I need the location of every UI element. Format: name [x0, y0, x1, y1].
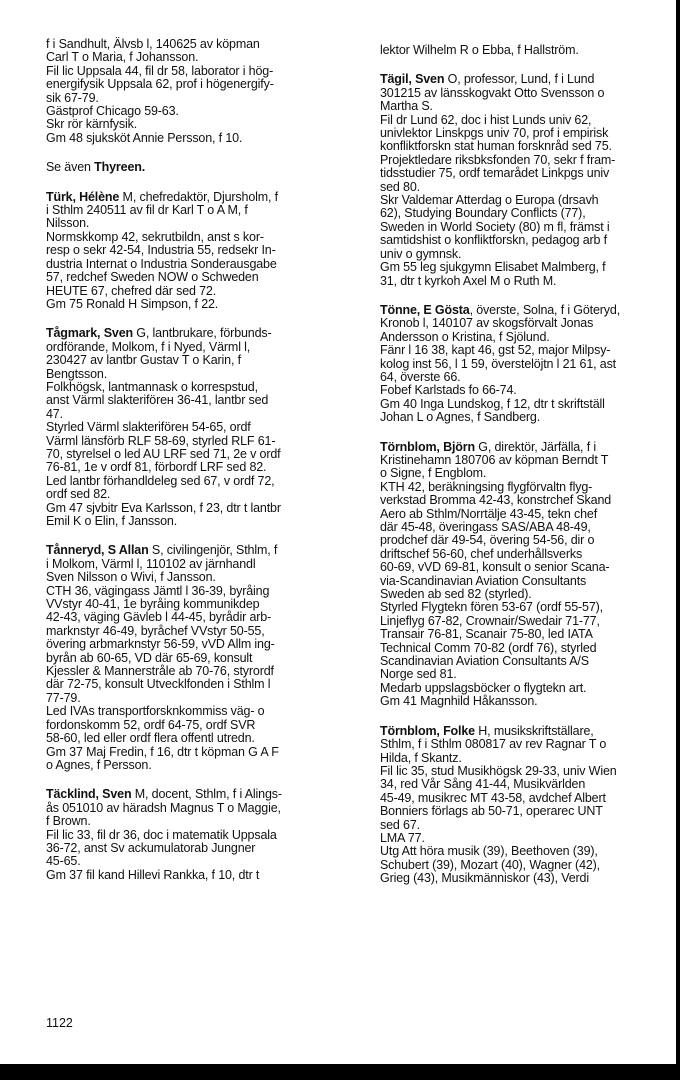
entry-line — [380, 752, 668, 765]
entry-name: Tägil, Sven — [380, 72, 445, 87]
entry-text: i Molkom, Värml l, 110102 av järnhandl — [46, 556, 256, 571]
entry-text: där 72-75, konsult Utvecklfonden i Sthlm l — [46, 677, 271, 692]
entry-text: Värml länsförb RLF 58-69, styrled RLF 61- — [46, 433, 276, 448]
entry-line — [46, 161, 358, 174]
entry-line — [380, 384, 668, 397]
entry-line — [46, 435, 358, 448]
entry-line — [46, 488, 358, 501]
entry-line — [380, 481, 668, 494]
entry-line — [46, 381, 358, 394]
entry-line — [380, 682, 668, 695]
entry-line — [46, 802, 358, 815]
entry-text: G, direktör, Järfälla, f i — [474, 439, 596, 454]
entry-text: f Brown. — [46, 814, 91, 829]
entry-name-given: S Allan — [104, 543, 149, 558]
entry-text: G, lantbrukare, förbunds- — [132, 326, 272, 341]
entry-text: Projektledare riksbksfonden 70, sekr f fram- — [380, 152, 616, 167]
entry-line — [380, 792, 668, 805]
entry-text: univlektor Linskpgs univ 70, prof i empirisk — [380, 126, 609, 141]
entry-line — [380, 140, 668, 153]
entry-line — [46, 585, 358, 598]
entry-line — [46, 448, 358, 461]
entry-text: O, professor, Lund, f i Lund — [444, 72, 595, 87]
entry-text: Scandinavian Aviation Consultants A/S — [380, 654, 589, 669]
entry-line — [46, 65, 358, 78]
entry-line — [46, 298, 358, 311]
entry-text: Styrled Flygtekn fören 53-67 (ordf 55-57), — [380, 600, 603, 615]
entry-line — [380, 181, 668, 194]
entry-line — [46, 92, 358, 105]
entry-text: Kristinehamn 180706 av köpman Berndt T — [380, 452, 609, 467]
entry-text: fordonskomm 52, ordf 64-75, ordf SVR — [46, 717, 256, 732]
entry-line — [380, 221, 668, 234]
entry-text: verkstad Bromma 42-43, konstrchef Skand — [380, 493, 612, 508]
entry-line — [46, 759, 358, 772]
entry-line — [380, 371, 668, 384]
entry-name: Tånneryd, — [46, 543, 105, 558]
entry-text: Carl T o Maria, f Johansson. — [46, 50, 199, 65]
entry-line — [46, 842, 358, 855]
entry-text: Medarb uppslagsböcker o flygtekn art. — [380, 680, 587, 695]
entry-text: VVstyr 40-41, 1e byråing kommunikdep — [46, 597, 260, 612]
entry-text: M, chefredaktör, Djursholm, f — [119, 189, 278, 204]
biography-entry — [46, 38, 358, 145]
entry-text: Gm 37 Maj Fredin, f 16, dtr t köpman G A F — [46, 744, 279, 759]
entry-text: Kjessler & Mannerstråle ab 70-76, styrordf — [46, 664, 274, 679]
right-column — [380, 44, 668, 902]
entry-text: 301215 av länsskogvakt Otto Svensson o — [380, 85, 605, 100]
biography-entry — [380, 725, 668, 886]
entry-text: Styrled Värml slakteriföreн 54-65, ordf — [46, 420, 251, 435]
entry-line — [380, 548, 668, 561]
entry-text: 76-81, 1e v ordf 81, förbordf LRF sed 82. — [46, 460, 267, 475]
entry-name: Türk, Hélène — [46, 189, 120, 204]
entry-text: Skr rör kärnfysik. — [46, 117, 138, 132]
entry-line — [46, 515, 358, 528]
entry-line — [46, 78, 358, 91]
biography-entry — [46, 788, 358, 882]
entry-text: där 45-48, överingass SAS/ABA 48-49, — [380, 520, 591, 534]
entry-line — [380, 207, 668, 220]
entry-name: Tönne, — [380, 302, 421, 317]
entry-line — [46, 665, 358, 678]
entry-line — [380, 872, 668, 885]
biography-entry — [46, 191, 358, 312]
entry-text: konfliktforskn stat human forsknråd sed 75. — [380, 139, 612, 154]
entry-text: Fobef Karlstads fo 66-74. — [380, 383, 517, 398]
entry-line — [380, 411, 668, 424]
entry-line — [380, 304, 668, 317]
entry-text: 34, red Vår Sång 41-44, Musikvärlden — [380, 777, 586, 792]
entry-text: o Agnes, f Persson. — [46, 757, 152, 772]
entry-text: Schubert (39), Mozart (40), Wagner (42), — [380, 857, 601, 872]
entry-line — [46, 625, 358, 638]
entry-text: 47. — [46, 406, 63, 421]
entry-line — [46, 244, 358, 257]
entry-text: anst Värml slakteriföreн 36-41, lantbr sed — [46, 393, 269, 408]
entry-text: , överste, Solna, f i Göteryd, — [469, 302, 621, 317]
entry-text: 45-65. — [46, 854, 81, 869]
entry-line — [46, 611, 358, 624]
entry-line — [380, 668, 668, 681]
entry-line — [46, 678, 358, 691]
biography-entry — [46, 327, 358, 528]
entry-text: 64, överste 66. — [380, 369, 461, 384]
entry-text: 70, styrelsel o led AU LRF sed 71, 2e v ordf — [46, 446, 281, 461]
entry-text: Gm 37 fil kand Hillevi Rankka, f 10, dtr t — [46, 867, 260, 882]
entry-text: Bengtsson. — [46, 366, 108, 381]
entry-text: samtidshist o konfliktforskn, pedagog arb f — [380, 233, 608, 248]
entry-line — [46, 692, 358, 705]
entry-text: övering arbmarknstyr 56-59, vVD Allm ing- — [46, 637, 275, 652]
entry-name: Törnblom, Folke — [380, 723, 475, 738]
entry-line — [46, 746, 358, 759]
entry-text: sik 67-79. — [46, 90, 99, 105]
entry-line — [46, 732, 358, 745]
entry-line — [380, 494, 668, 507]
entry-text: Sthlm, f i Sthlm 080817 av rev Ragnar T o — [380, 737, 607, 752]
entry-text: Gm 55 leg sjukgymn Elisabet Malmberg, f — [380, 260, 606, 275]
entry-text: prodchef där 49-54, övering 54-56, dir o — [380, 533, 595, 548]
entry-line — [380, 441, 668, 454]
entry-line — [46, 638, 358, 651]
entry-text: byrån ab 60-65, VD där 65-69, konsult — [46, 650, 253, 665]
entry-text: ås 051010 av häradsh Magnus T o Maggie, — [46, 800, 281, 815]
entry-text: Led lantbr förhandldeleg sed 67, v ordf 72, — [46, 473, 275, 488]
entry-text: Grieg (43), Musikmänniskor (43), Verdi — [380, 871, 589, 886]
entry-line — [46, 544, 358, 557]
scan-border-bottom — [0, 1064, 680, 1080]
entry-line — [380, 87, 668, 100]
entry-line — [380, 275, 668, 288]
entry-text: Normskkomp 42, sekrutbildn, anst s kor- — [46, 229, 264, 244]
entry-text: M, docent, Sthlm, f i Alings- — [131, 787, 282, 802]
entry-text: LMA 77. — [380, 830, 425, 845]
entry-text: Utg Att höra musik (39), Beethoven (39), — [380, 844, 598, 859]
entry-text: resp o sekr 42-54, Industria 55, redsekr In- — [46, 243, 276, 258]
entry-name: Tågmark, Sven — [46, 326, 133, 341]
entry-line — [380, 561, 668, 574]
scan-border-right — [676, 0, 680, 1080]
entry-text: Gm 40 Inga Lundskog, f 12, dtr t skriftställ — [380, 396, 605, 411]
entry-text: Fänr l 16 38, kapt 46, gst 52, major Milpsy- — [380, 343, 611, 358]
entry-line — [46, 829, 358, 842]
entry-line — [380, 167, 668, 180]
entry-text: sed 80. — [380, 179, 420, 194]
entry-text: Fil lic Uppsala 44, fil dr 58, laborator i hög- — [46, 63, 274, 78]
biography-entry — [380, 44, 668, 57]
entry-text: marknstyr 46-49, byråchef VVstyr 50-55, — [46, 623, 265, 638]
entry-line — [380, 317, 668, 330]
entry-line — [46, 341, 358, 354]
entry-line — [380, 805, 668, 818]
entry-line — [46, 408, 358, 421]
entry-line — [46, 475, 358, 488]
entry-text: 42-43, väging Gävleb l 44-45, byrådir arb- — [46, 610, 272, 625]
entry-line — [46, 105, 358, 118]
entry-text: sed 67. — [380, 817, 420, 832]
entry-line — [380, 234, 668, 247]
entry-line — [46, 815, 358, 828]
entry-line — [380, 44, 668, 57]
entry-line — [46, 51, 358, 64]
entry-text: Norge sed 81. — [380, 667, 457, 682]
entry-text: KTH 42, beräkningsing flygförvaltn flyg- — [380, 479, 593, 494]
entry-text: CTH 36, vägingass Jämtl l 36-39, byråing — [46, 583, 270, 598]
entry-text: Sweden ab sed 82 (styrled). — [380, 587, 532, 602]
entry-line — [46, 231, 358, 244]
entry-name-given: E Gösta — [420, 302, 470, 317]
entry-line — [46, 788, 358, 801]
entry-line — [46, 502, 358, 515]
entry-line — [380, 765, 668, 778]
entry-text: Gm 48 sjuksköt Annie Persson, f 10. — [46, 130, 243, 145]
entry-line — [46, 354, 358, 367]
entry-text: Martha S. — [380, 99, 433, 114]
entry-text: dustria Internat o Industria Sonderausgabe — [46, 256, 277, 271]
entry-text: Se även — [46, 160, 91, 175]
entry-text: 58-60, led eller ordf flera offentl utredn. — [46, 731, 255, 746]
entry-line — [380, 73, 668, 86]
entry-line — [380, 331, 668, 344]
entry-text: 60-69, vVD 69-81, konsult o senior Scana- — [380, 560, 610, 575]
entry-line — [46, 461, 358, 474]
biography-entry — [380, 441, 668, 709]
entry-line — [380, 467, 668, 480]
entry-text: Transair 76-81, Scanair 75-80, led IATA — [380, 627, 593, 642]
entry-text: 57, redchef Sweden NOW o Schweden — [46, 270, 259, 285]
biography-entry — [46, 161, 358, 174]
entry-line — [380, 508, 668, 521]
entry-line — [46, 217, 358, 230]
entry-line — [380, 248, 668, 261]
entry-line — [380, 655, 668, 668]
entry-text: 62), Studying Boundary Conflicts (77), — [380, 206, 586, 221]
entry-text: Gästprof Chicago 59-63. — [46, 104, 179, 119]
entry-line — [380, 194, 668, 207]
entry-line — [46, 38, 358, 51]
entry-line — [46, 652, 358, 665]
page-number: 1122 — [46, 1016, 73, 1030]
entry-line — [380, 261, 668, 274]
entry-line — [46, 285, 358, 298]
entry-text: 45-49, musikrec MT 43-58, avdchef Albert — [380, 790, 606, 805]
entry-line — [380, 534, 668, 547]
entry-text: Fil dr Lund 62, doc i hist Lunds univ 62, — [380, 112, 592, 127]
entry-line — [46, 118, 358, 131]
entry-text: Aero ab Sthlm/Norrtälje 43-45, tekn chef — [380, 506, 598, 521]
entry-text: Andersson o Kristina, f Sjölund. — [380, 329, 550, 344]
entry-text: 230427 av lantbr Gustav T o Karin, f — [46, 353, 241, 368]
entry-line — [46, 598, 358, 611]
entry-line — [46, 204, 358, 217]
cross-reference: Thyreen. — [94, 160, 146, 175]
entry-text: 77-79. — [46, 690, 81, 705]
entry-text: f i Sandhult, Älvsb l, 140625 av köpman — [46, 37, 260, 51]
entry-name: Törnblom, Björn — [380, 439, 475, 454]
entry-line — [46, 855, 358, 868]
entry-line — [380, 738, 668, 751]
entry-line — [46, 368, 358, 381]
entry-line — [380, 725, 668, 738]
entry-text: energifysik Uppsala 62, prof i högenergify- — [46, 77, 274, 92]
entry-line — [46, 271, 358, 284]
entry-line — [380, 628, 668, 641]
entry-line — [380, 695, 668, 708]
entry-text: Technical Comm 70-82 (ordf 76), styrled — [380, 640, 597, 655]
entry-line — [46, 394, 358, 407]
entry-text: 31, dtr t kyrkoh Axel M o Ruth M. — [380, 273, 557, 288]
entry-text: S, civilingenjör, Sthlm, f — [148, 543, 278, 558]
entry-text: Gm 41 Magnhild Håkansson. — [380, 694, 538, 709]
entry-text: driftschef 56-60, chef underhållsverks — [380, 546, 583, 561]
biography-entry — [46, 544, 358, 772]
entry-text: Sven Nilsson o Wivi, f Jansson. — [46, 570, 216, 585]
entry-line — [46, 869, 358, 882]
entry-line — [46, 421, 358, 434]
biography-entry — [380, 73, 668, 288]
entry-text: Bonniers förlags ab 50-71, operarec UNT — [380, 804, 603, 819]
entry-line — [380, 832, 668, 845]
entry-line — [380, 819, 668, 832]
entry-line — [46, 132, 358, 145]
biography-entry — [380, 304, 668, 425]
entry-text: tidsstudier 75, ordf temarådet Linkpgs univ — [380, 166, 610, 181]
entry-line — [380, 127, 668, 140]
entry-line — [380, 521, 668, 534]
entry-text: Gm 47 sjvbitr Eva Karlsson, f 23, dtr t lantbr — [46, 500, 281, 515]
entry-text: ordf sed 82. — [46, 487, 111, 502]
entry-text: Fil lic 35, stud Musikhögsk 29-33, univ Wien — [380, 763, 617, 778]
entry-text: lektor Wilhelm R o Ebba, f Hallström. — [380, 43, 579, 57]
entry-text: univ o gymnsk. — [380, 246, 462, 261]
entry-text: Led IVAs transportforsknkommiss väg- o — [46, 704, 265, 719]
entry-name: Täcklind, Sven — [46, 787, 132, 802]
entry-text: i Sthlm 240511 av fil dr Karl T o A M, f — [46, 203, 248, 218]
entry-line — [380, 398, 668, 411]
entry-text: Sweden in World Society (80) m fl, främst i — [380, 219, 610, 234]
entry-line — [46, 327, 358, 340]
entry-text: Kronob l, 140107 av skogsförvalt Jonas — [380, 316, 594, 331]
entry-text: kolog inst 56, l 1 59, överstelöjtn l 21 61, ast — [380, 356, 617, 371]
entry-line — [46, 705, 358, 718]
entry-text: Hilda, f Skantz. — [380, 750, 462, 765]
entry-line — [46, 558, 358, 571]
entry-line — [380, 358, 668, 371]
entry-line — [380, 454, 668, 467]
entry-text: 36-72, anst Sv ackumulatorab Jungner — [46, 840, 256, 855]
entry-text: Gm 75 Ronald H Simpson, f 22. — [46, 296, 219, 311]
entry-text: H, musikskriftställare, — [474, 723, 594, 738]
entry-text: Fil lic 33, fil dr 36, doc i matematik Uppsala — [46, 827, 277, 842]
entry-line — [380, 859, 668, 872]
left-column — [46, 38, 358, 898]
entry-text: HEUTE 67, chefred där sed 72. — [46, 283, 217, 298]
entry-text: ordförande, Molkom, f i Nyed, Värml l, — [46, 339, 251, 354]
entry-text: o Signe, f Engblom. — [380, 466, 487, 481]
entry-line — [380, 114, 668, 127]
entry-line — [380, 778, 668, 791]
entry-line — [380, 642, 668, 655]
entry-line — [46, 719, 358, 732]
entry-line — [380, 601, 668, 614]
entry-line — [46, 258, 358, 271]
entry-line — [380, 615, 668, 628]
entry-text: Skr Valdemar Atterdag o Europa (drsavh — [380, 193, 599, 208]
entry-text: Folkhögsk, lantmannask o korrespstud, — [46, 379, 258, 394]
entry-line — [46, 191, 358, 204]
entry-text: Johan L o Agnes, f Sandberg. — [380, 410, 541, 425]
entry-line — [46, 571, 358, 584]
entry-line — [380, 100, 668, 113]
entry-line — [380, 344, 668, 357]
entry-text: Emil K o Elin, f Jansson. — [46, 514, 178, 528]
entry-text: Linjeflyg 67-82, Crownair/Swedair 71-77, — [380, 613, 600, 628]
entry-text: Nilsson. — [46, 216, 90, 231]
entry-line — [380, 154, 668, 167]
entry-line — [380, 845, 668, 858]
entry-text: via-Scandinavian Aviation Consultants — [380, 573, 587, 588]
entry-line — [380, 575, 668, 588]
entry-line — [380, 588, 668, 601]
